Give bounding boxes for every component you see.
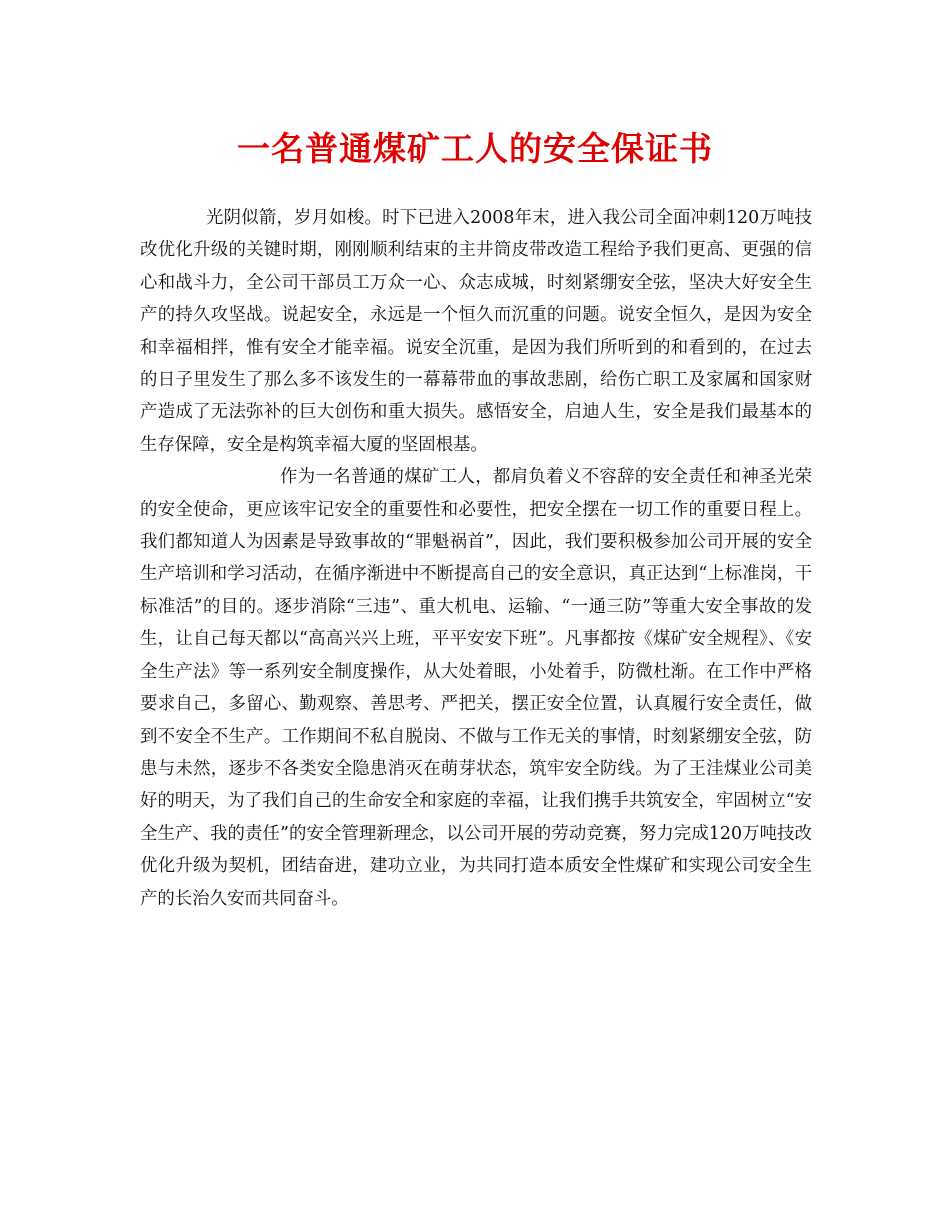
paragraph-2: 作为一名普通的煤矿工人，都肩负着义不容辞的安全责任和神圣光荣的安全使命，更应该牢记安全的重要性和必要性，把安全摆在一切工作的重要日程上。我们都知道人为因素是导致事故的“罪魁祸首”，因此，我们要积极参加公司开展的安全生产培训和学习活动，在循序渐进中不断提高自己的安全意识，真正达到“上标准岗，干标准活”的目的。逐步消除“三违”、重大机电、运输、“一通三防”等重大安全事故的发生，让自己每天都以“高高兴兴上班，平平安安下班”。凡事都按《煤矿安全规程》、《安全生产法》等一系列安全制度操作，从大处着眼，小处着手，防微杜渐。在工作中严格要求自己，多留心、勤观察、善思考、严把关，摆正安全位置，认真履行安全责任，做到不安全不生产。工作期间不私自脱岗、不做与工作无关的事情，时刻紧绷安全弦，防患与未然，逐步不各类安全隐患消灭在萌芽状态，筑牢安全防线。为了王洼煤业公司美好的明天，为了我们自己的生命安全和家庭的幸福，让我们携手共筑安全，牢固树立“安全生产、我的责任”的安全管理新理念，以公司开展的劳动竞赛，努力完成120万吨技改优化升级为契机，团结奋进，建功立业，为共同打造本质安全性煤矿和实现公司安全生产的长治久安而共同奋斗。	[140, 467, 812, 909]
document-body	[140, 202, 812, 915]
document-title: 一名普通煤矿工人的安全保证书	[237, 129, 713, 168]
paragraph-1: 光阴似箭，岁月如梭。时下已进入2008年末，进入我公司全面冲刺120万吨技改优化升级的关键时期，刚刚顺利结束的主井筒皮带改造工程给予我们更高、更强的信心和战斗力，全公司干部员工万众一心、众志成城，时刻紧绷安全弦，坚决大好安全生产的持久攻坚战。说起安全，永远是一个恒久而沉重的问题。说安全恒久，是因为安全和幸福相拌，惟有安全才能幸福。说安全沉重，是因为我们所听到的和看到的，在过去的日子里发生了那么多不该发生的一幕幕带血的事故悲剧，给伤亡职工及家属和国家财产造成了无法弥补的巨大创伤和重大损失。感悟安全，启迪人生，安全是我们最基本的生存保障，安全是构筑幸福大厦的坚固根基。	[140, 208, 812, 455]
